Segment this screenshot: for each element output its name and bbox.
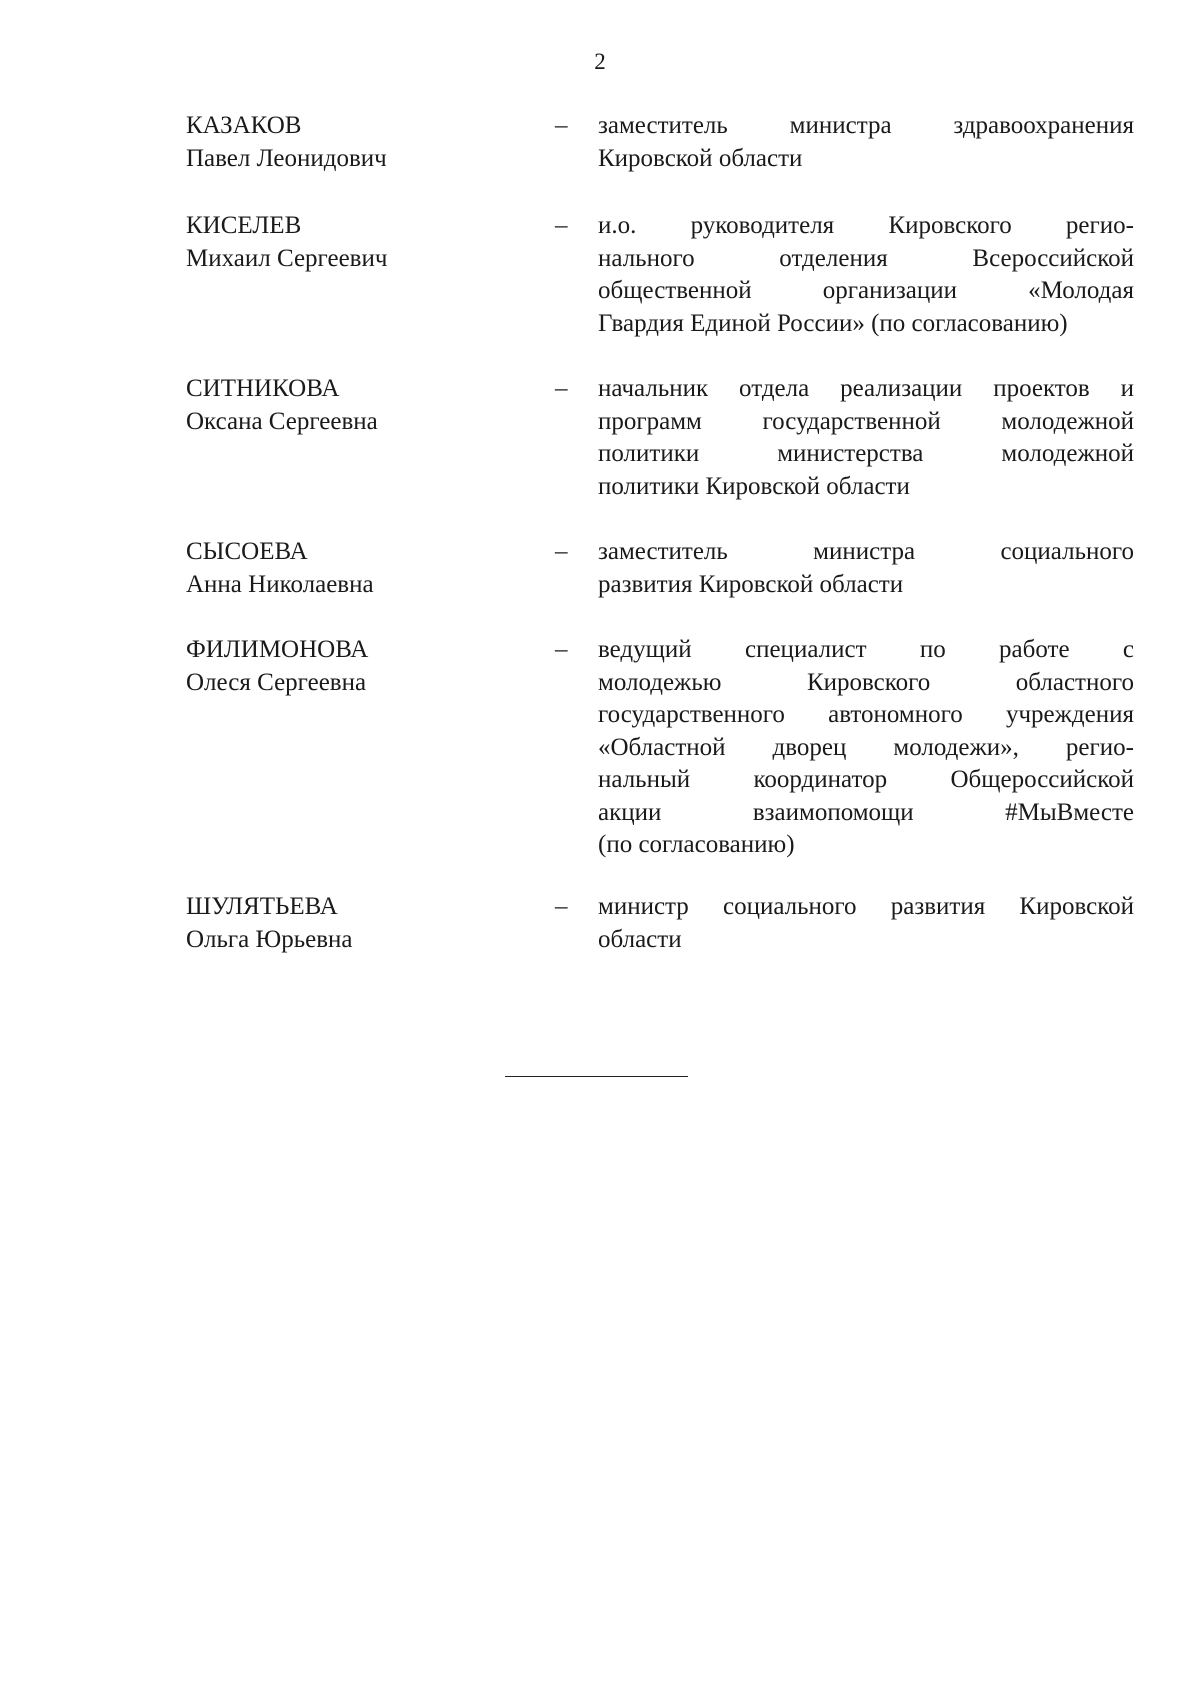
member-surname: КАЗАКОВ	[186, 112, 302, 139]
member-surname: СИТНИКОВА	[186, 375, 340, 402]
member-name	[186, 536, 526, 601]
position-line: области	[598, 925, 682, 953]
position-line: «Областной дворец молодежи», регио-	[598, 733, 1134, 761]
separator-dash: –	[555, 112, 568, 139]
member-given-names: Олеся Сергеевна	[186, 668, 367, 696]
member-given-names: Ольга Юрьевна	[186, 925, 353, 953]
member-given-names: Павел Леонидович	[186, 144, 387, 172]
position-line: начальник отдела реализации проектов и	[598, 375, 1134, 402]
position-line: и.о. руководителя Кировского регио-	[598, 212, 1134, 239]
page-number: 2	[594, 49, 606, 74]
end-divider	[505, 1076, 688, 1077]
position-line: (по согласованию)	[598, 831, 795, 858]
member-given-names: Оксана Сергеевна	[186, 407, 378, 435]
member-surname: КИСЕЛЕВ	[186, 212, 302, 239]
member-surname: ФИЛИМОНОВА	[186, 636, 369, 663]
member-surname: СЫСОЕВА	[186, 538, 308, 565]
member-given-names: Анна Николаевна	[186, 570, 374, 598]
separator-dash: –	[555, 538, 568, 565]
position-line: молодежью Кировского областного	[598, 668, 1134, 696]
member-name	[186, 210, 526, 275]
position-line: политики министерства молодежной	[598, 440, 1134, 467]
member-name	[186, 891, 526, 956]
member-position	[598, 536, 1134, 601]
position-line: общественной организации «Молодая	[598, 277, 1134, 304]
separator-dash: –	[555, 375, 568, 402]
member-position	[598, 110, 1134, 175]
position-line: министр социального развития Кировской	[598, 893, 1134, 920]
member-position	[598, 634, 1134, 862]
position-line: Кировской области	[598, 144, 803, 172]
position-line: заместитель министра социального	[598, 538, 1134, 565]
position-line: заместитель министра здравоохранения	[598, 112, 1134, 139]
position-line: государственного автономного учреждения	[598, 701, 1134, 728]
member-position	[598, 891, 1134, 956]
member-position	[598, 373, 1134, 503]
position-line: акции взаимопомощи #МыВместе	[598, 798, 1134, 826]
position-line: программ государственной молодежной	[598, 407, 1134, 435]
separator-dash: –	[555, 636, 568, 663]
member-name	[186, 373, 526, 438]
position-line: ведущий специалист по работе с	[598, 636, 1134, 663]
separator-dash: –	[555, 212, 568, 239]
member-surname: ШУЛЯТЬЕВА	[186, 893, 338, 920]
position-line: нальный координатор Общероссийской	[598, 766, 1134, 793]
position-line: политики Кировской области	[598, 472, 910, 500]
member-name	[186, 110, 526, 175]
position-line: Гвардия Единой России» (по согласованию)	[598, 309, 1068, 337]
position-line: развития Кировской области	[598, 570, 904, 598]
position-line: нального отделения Всероссийской	[598, 244, 1134, 272]
separator-dash: –	[555, 893, 568, 920]
member-given-names: Михаил Сергеевич	[186, 244, 388, 272]
member-position	[598, 210, 1134, 340]
member-name	[186, 634, 526, 699]
